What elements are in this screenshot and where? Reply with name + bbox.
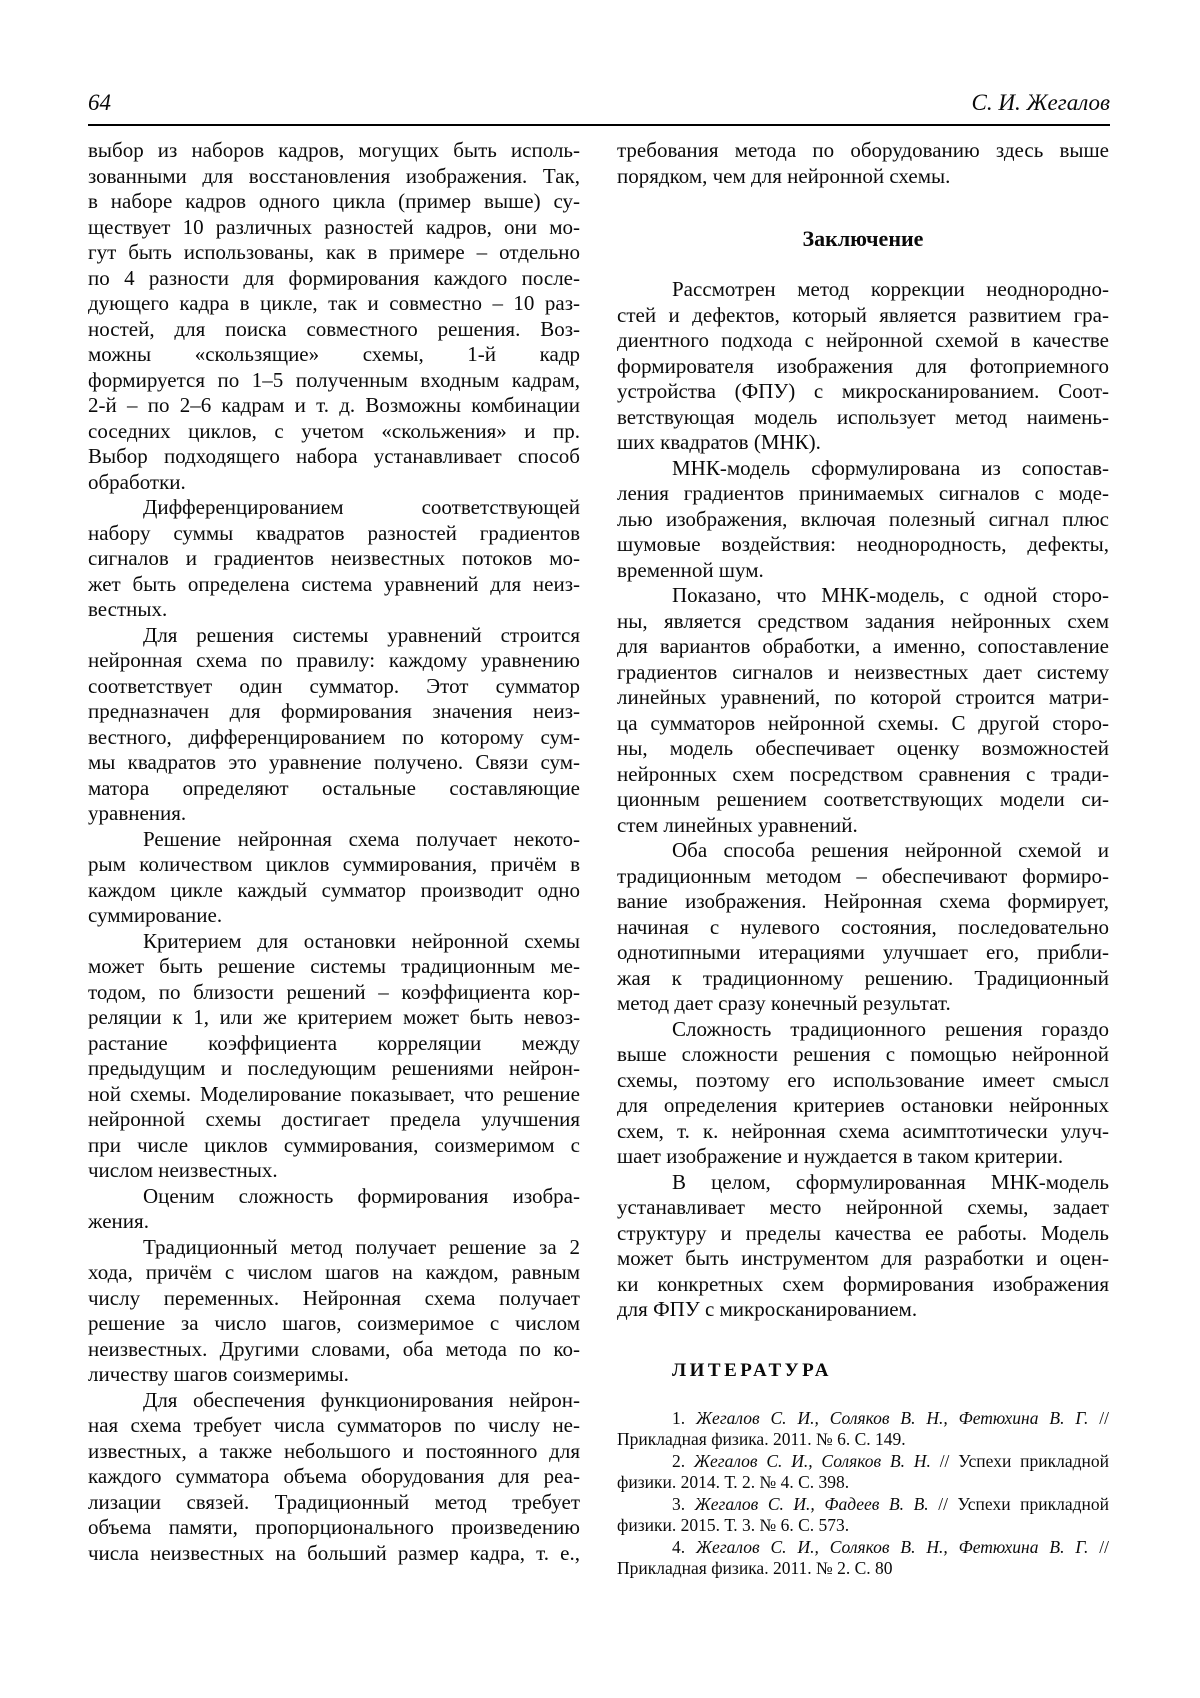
text-line: Сложность традиционного решения гораздо <box>672 1016 1109 1041</box>
text-line: традиционным методом – обеспечивают формиро- <box>617 863 1109 888</box>
text-line: 2-й – по 2–6 кадрам и т. д. Возможны комбинации <box>88 393 580 417</box>
text-line: шает изображение и нуждается в таком критерии. <box>617 1144 1064 1168</box>
text-line: ны, является средством задания нейронных схем <box>617 608 1109 633</box>
text-line: диентного подхода с нейронной схемой в качестве <box>617 328 1109 352</box>
text-line: жения. <box>88 1209 149 1233</box>
text-line: метод дает сразу конечный результат. <box>617 991 951 1015</box>
text-line: предназначен для формирования значения неиз- <box>88 699 580 723</box>
text-line: зованными для восстановления изображения. Так, <box>88 163 580 188</box>
text-line: рым количеством циклов суммирования, причём в <box>88 852 580 876</box>
text-line: ления градиентов принимаемых сигналов с моде- <box>617 481 1109 505</box>
text-line: жет быть определена система уравнений для неиз- <box>88 571 580 596</box>
paragraph <box>88 827 580 929</box>
literature-heading: ЛИТЕРАТУРА <box>672 1359 833 1381</box>
text-line: уравнения. <box>88 801 187 825</box>
text-line: выбор из наборов кадров, могущих быть исполь- <box>88 138 580 162</box>
paragraph <box>617 277 1109 456</box>
text-line: сигналов и градиентов неизвестных потоков мо- <box>88 546 580 570</box>
paragraph <box>88 138 580 495</box>
text-line: Показано, что МНК-модель, с одной сторо- <box>672 583 1109 607</box>
reference-text: 2. <box>672 1450 694 1471</box>
reference-line <box>617 1429 1109 1451</box>
text-line: стей и дефектов, который является развитием гра- <box>617 302 1109 327</box>
paragraph <box>88 1184 580 1235</box>
text-line: ная схема требует числа сумматоров по числу не- <box>88 1413 580 1437</box>
text-line: обработки. <box>88 469 186 494</box>
text-line: порядком, чем для нейронной схемы. <box>617 163 951 188</box>
text-line: Рассмотрен метод коррекции неоднородно- <box>672 277 1109 301</box>
reference-item <box>617 1451 1109 1494</box>
reference-item <box>617 1408 1109 1451</box>
text-line: начиная с нулевого состояния, последовательно <box>617 914 1109 939</box>
reference-item <box>617 1537 1109 1580</box>
text-line: лью изображения, включая полезный сигнал плюс <box>617 506 1109 531</box>
text-line: мы квадратов это уравнение получено. Связи сум- <box>88 750 580 774</box>
text-line: неизвестных. Другими словами, оба метода по ко- <box>88 1336 580 1361</box>
reference-line <box>617 1472 1109 1494</box>
text-line: выше сложности решения с помощью нейронной <box>617 1042 1109 1066</box>
section-heading: Заключение <box>802 226 924 251</box>
text-line: Решение нейронная схема получает некото- <box>143 826 580 851</box>
text-line: структуру и пределы качества ее работы. Модель <box>617 1220 1109 1245</box>
text-line: Традиционный метод получает решение за 2 <box>143 1234 580 1259</box>
right-column <box>617 138 1109 1580</box>
left-column <box>88 138 580 1566</box>
text-line: при числе циклов суммирования, соизмеримом с <box>88 1132 580 1157</box>
reference-authors: Жегалов С. И., Соляков В. Н., Фетюхина В. Г. <box>696 1407 1089 1428</box>
reference-line <box>617 1408 1109 1430</box>
text-line: нейронная схема по правилу: каждому уравнению <box>88 648 580 672</box>
text-line: вестных. <box>88 597 168 621</box>
text-line: Для решения системы уравнений строится <box>143 622 580 647</box>
reference-item <box>617 1494 1109 1537</box>
text-line: устройства (ФПУ) с микросканированием. Соот- <box>617 379 1109 403</box>
text-line: матора определяют остальные составляющие <box>88 775 580 800</box>
text-line: по 4 разности для формирования каждого после- <box>88 265 580 290</box>
text-line: ветствующая модель использует метод наимень- <box>617 404 1109 429</box>
text-line: МНК-модель сформулирована из сопостав- <box>672 455 1109 480</box>
text-line: можны «скользящие» схемы, 1-й кадр <box>88 342 580 366</box>
text-line: в наборе кадров одного цикла (пример выше) су- <box>88 189 580 213</box>
paragraph <box>617 1017 1109 1170</box>
text-line: требования метода по оборудованию здесь выше <box>617 138 1109 162</box>
reference-authors: Жегалов С. И., Соляков В. Н. <box>693 1450 931 1471</box>
text-line: схем, т. к. нейронная схема асимптотически улуч- <box>617 1118 1109 1143</box>
text-line: линейных уравнений, по которой строится матри- <box>617 685 1109 709</box>
text-line: может быть решение системы традиционным ме- <box>88 954 580 978</box>
text-line: однотипными итерациями улучшает его, прибли- <box>617 940 1109 964</box>
header-rule <box>88 124 1110 126</box>
text-line: Критерием для остановки нейронной схемы <box>143 928 580 953</box>
paragraph <box>88 929 580 1184</box>
reference-line <box>617 1494 1109 1516</box>
text-line: градиентов сигналов и неизвестных дает систему <box>617 659 1109 684</box>
page-header <box>88 90 1110 116</box>
text-line: гут быть использованы, как в примере – отдельно <box>88 240 580 264</box>
text-line: суммирование. <box>88 903 223 927</box>
reference-text: // Успехи прикладной <box>930 1450 1109 1471</box>
text-line: ществует 10 различных разностей кадров, они мо- <box>88 214 580 239</box>
text-line: набору суммы квадратов разностей градиентов <box>88 520 580 545</box>
reference-text: // <box>1088 1407 1109 1428</box>
text-line: Оба способа решения нейронной схемой и <box>672 838 1109 862</box>
text-line: нейронной схемы достигает предела улучшения <box>88 1107 580 1131</box>
text-line: стем линейных уравнений. <box>617 812 858 837</box>
text-line: растание коэффициента корреляции между <box>88 1030 580 1055</box>
reference-authors: Жегалов С. И., Соляков В. Н., Фетюхина В. Г. <box>696 1536 1089 1557</box>
text-line: хода, причём с числом шагов на каждом, равным <box>88 1260 580 1284</box>
text-line: решение за число шагов, соизмеримое с числом <box>88 1311 580 1335</box>
paragraph <box>617 138 1109 189</box>
reference-text: Прикладная физика. 2011. № 6. С. 149. <box>617 1429 906 1449</box>
paragraph <box>617 583 1109 838</box>
paragraph <box>617 1170 1109 1323</box>
text-line: каждого сумматора объема оборудования для реа- <box>88 1464 580 1488</box>
text-line: вестного, дифференцированием по которому сум- <box>88 724 580 749</box>
text-line: числу переменных. Нейронная схема получает <box>88 1285 580 1310</box>
text-line: для вариантов обработки, а именно, сопоставление <box>617 634 1109 658</box>
reference-line <box>617 1451 1109 1473</box>
text-line: ны, модель обеспечивает оценку возможностей <box>617 736 1109 760</box>
paragraph <box>88 623 580 827</box>
text-line: Выбор подходящего набора устанавливает способ <box>88 444 580 468</box>
text-line: ки конкретных схем формирования изображения <box>617 1271 1109 1296</box>
text-line: Оценим сложность формирования изобра- <box>143 1183 580 1208</box>
paragraph <box>88 1388 580 1567</box>
reference-text: физики. 2014. Т. 2. № 4. С. 398. <box>617 1472 850 1492</box>
text-line: формируется по 1–5 полученным входным кадрам, <box>88 367 580 392</box>
text-line: Для обеспечения функционирования нейрон- <box>143 1387 580 1412</box>
reference-text: // <box>1088 1536 1109 1557</box>
text-line: может быть инструментом для разработки и оцен- <box>617 1246 1109 1270</box>
text-line: временной шум. <box>617 557 764 582</box>
text-line: Дифференцированием соответствующей <box>143 495 580 519</box>
text-line: известных, а также небольшого и постоянного для <box>88 1438 580 1463</box>
text-line: объема памяти, пропорционального произведению <box>88 1515 580 1539</box>
reference-text: 3. <box>672 1493 695 1514</box>
text-line: числа неизвестных на больший размер кадра, т. е., <box>88 1540 580 1565</box>
text-line: формирователя изображения для фотоприемного <box>617 353 1109 378</box>
text-line: жая к традиционному решению. Традиционный <box>617 965 1109 990</box>
text-line: схемы, поэтому его использование имеет смысл <box>617 1067 1109 1092</box>
paragraph <box>617 838 1109 1017</box>
reference-line <box>617 1515 1109 1537</box>
reference-authors: Жегалов С. И., Фадеев В. В. <box>694 1493 929 1514</box>
text-line: числом неизвестных. <box>88 1158 278 1182</box>
reference-text: 1. <box>672 1407 697 1428</box>
reference-text: физики. 2015. Т. 3. № 6. С. 573. <box>617 1515 850 1535</box>
text-line: для определения критериев остановки нейронных <box>617 1093 1109 1117</box>
text-line: реляции к 1, или же критерием может быть невоз- <box>88 1005 580 1029</box>
paragraph <box>88 1235 580 1388</box>
text-line: ца сумматоров нейронной схемы. С другой сторо- <box>617 710 1109 735</box>
text-line: лизации связей. Традиционный метод требует <box>88 1489 580 1514</box>
text-line: ной схемы. Моделирование показывает, что решение <box>88 1081 580 1106</box>
paragraph <box>88 495 580 623</box>
text-line: вание изображения. Нейронная схема формирует, <box>617 889 1109 913</box>
reference-text: // Успехи прикладной <box>928 1493 1109 1514</box>
text-line: каждом цикле каждый сумматор производит одно <box>88 877 580 902</box>
reference-line <box>617 1558 1109 1580</box>
text-line: тодом, по близости решений – коэффициента кор- <box>88 979 580 1004</box>
text-line: нейронных схем посредством сравнения с тради- <box>617 761 1109 786</box>
text-line: соседних циклов, с учетом «скольжения» и пр. <box>88 418 580 443</box>
text-line: соответствует один сумматор. Этот сумматор <box>88 673 580 698</box>
reference-text: Прикладная физика. 2011. № 2. С. 80 <box>617 1558 893 1578</box>
text-line: В целом, сформулированная МНК-модель <box>672 1169 1109 1194</box>
text-line: устанавливает место нейронной схемы, задает <box>617 1195 1109 1219</box>
running-head-author: С. И. Жегалов <box>971 90 1110 115</box>
text-line: ностей, для поиска совместного решения. Воз- <box>88 316 580 341</box>
text-line: ших квадратов (МНК). <box>617 430 821 454</box>
text-line: шумовые воздействия: неоднородность, дефекты, <box>617 532 1109 556</box>
text-line: дующего кадра в цикле, так и совместно – 10 раз- <box>88 291 580 315</box>
reference-line <box>617 1537 1109 1559</box>
text-line: предыдущим и последующим решениями нейрон- <box>88 1056 580 1080</box>
paragraph <box>617 456 1109 584</box>
text-line: личеству шагов соизмеримы. <box>88 1362 349 1386</box>
text-line: для ФПУ с микросканированием. <box>617 1297 918 1321</box>
page-number: 64 <box>88 90 111 115</box>
reference-text: 4. <box>672 1536 697 1557</box>
text-line: ционным решением соответствующих модели си- <box>617 787 1109 811</box>
